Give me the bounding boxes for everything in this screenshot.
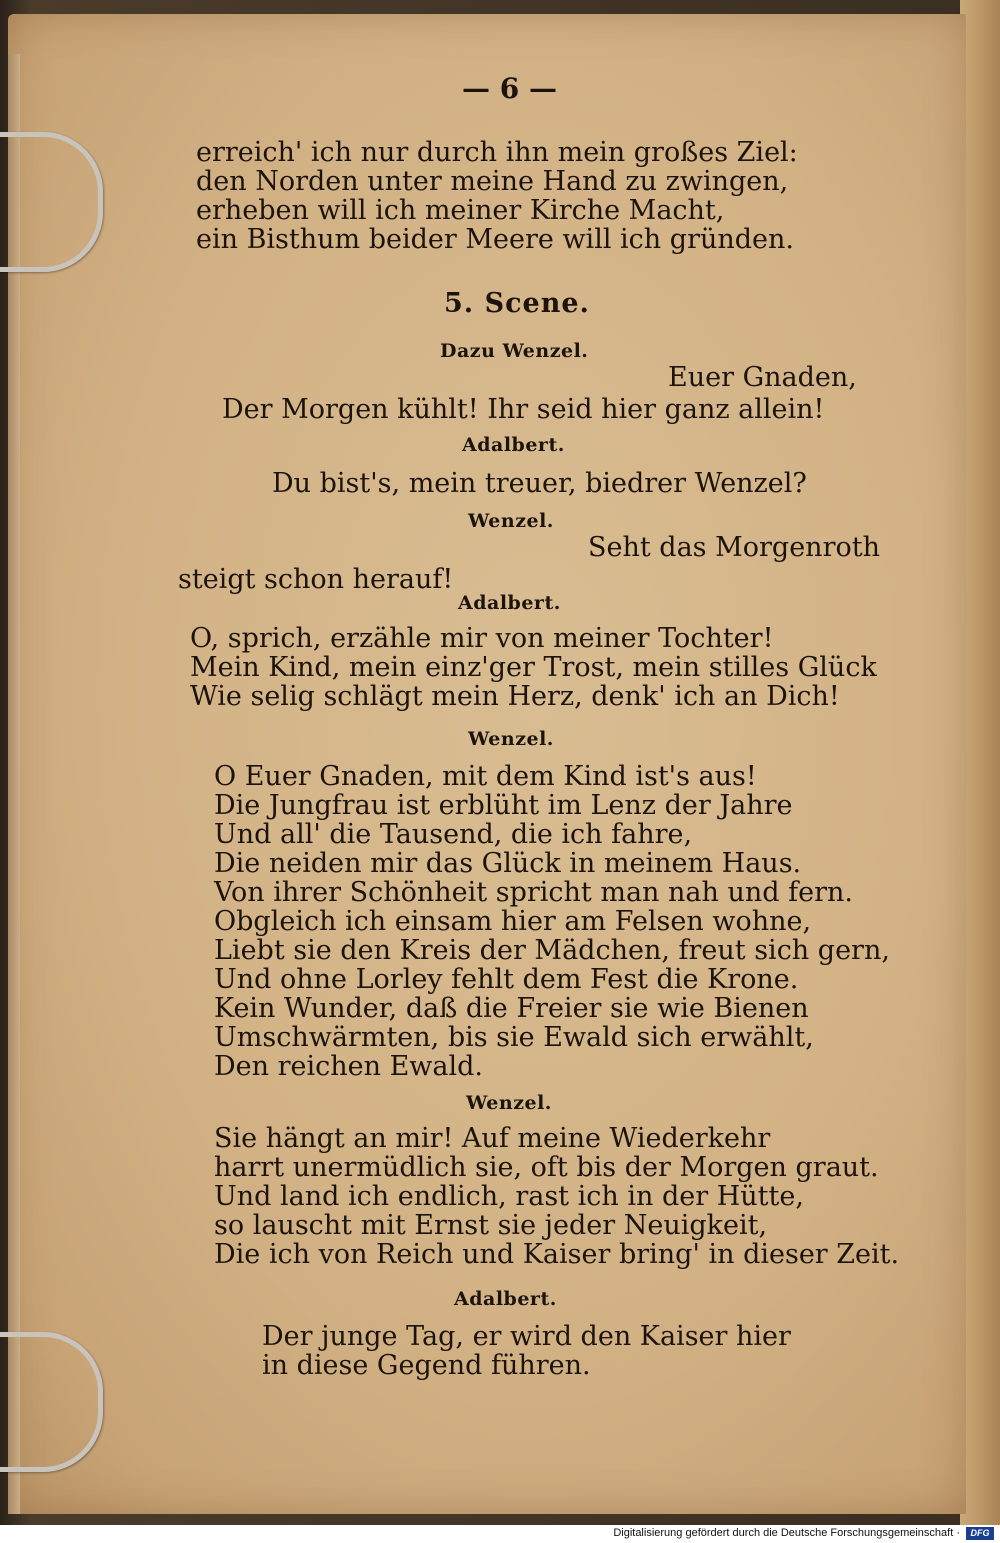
speaker-name: Adalbert.	[462, 434, 565, 456]
verse-line: Den reichen Ewald.	[214, 1051, 483, 1082]
verse-line: erheben will ich meiner Kirche Macht,	[196, 195, 725, 226]
speaker-name: Wenzel.	[468, 728, 554, 750]
verse-line: Wie selig schlägt mein Herz, denk' ich an Dich!	[190, 681, 840, 712]
speaker-name: Wenzel.	[468, 510, 554, 532]
footer-bar	[0, 1525, 1000, 1543]
verse-line: Du bist's, mein treuer, biedrer Wenzel?	[272, 468, 807, 499]
verse-line: Und land ich endlich, rast ich in der Hütte,	[214, 1181, 804, 1212]
verse-line: harrt unermüdlich sie, oft bis der Morgen graut.	[214, 1152, 879, 1183]
verse-line: Kein Wunder, daß die Freier sie wie Bienen	[214, 993, 809, 1024]
verse-line: Und ohne Lorley fehlt dem Fest die Krone.	[214, 964, 799, 995]
verse-block	[190, 624, 877, 711]
verse-block	[214, 1124, 899, 1269]
page-edge-right	[960, 0, 1000, 1525]
verse-line: Mein Kind, mein einz'ger Trost, mein stilles Glück	[190, 652, 877, 683]
verse-line: Liebt sie den Kreis der Mädchen, freut sich gern,	[214, 935, 890, 966]
verse-line: steigt schon herauf!	[178, 564, 454, 595]
verse-line: Und all' die Tausend, die ich fahre,	[214, 819, 693, 850]
verse-line: erreich' ich nur durch ihn mein großes Ziel:	[196, 137, 798, 168]
page-number: — 6 —	[462, 72, 557, 105]
verse-line: O, sprich, erzähle mir von meiner Tochter!	[190, 623, 774, 654]
verse-block-opening	[196, 138, 798, 254]
verse-line: Der Morgen kühlt! Ihr seid hier ganz allein!	[222, 394, 825, 425]
scene-heading: 5. Scene.	[444, 288, 590, 319]
paper-clip-bottom-icon	[0, 1332, 103, 1472]
verse-line: Von ihrer Schönheit spricht man nah und fern.	[214, 877, 853, 908]
verse-block	[262, 1322, 791, 1380]
verse-line: Sie hängt an mir! Auf meine Wiederkehr	[214, 1123, 771, 1154]
page-edge-left	[8, 54, 20, 1514]
stage-direction: Dazu Wenzel.	[440, 340, 589, 362]
dfg-logo-icon: DFG	[966, 1527, 994, 1540]
verse-line: in diese Gegend führen.	[262, 1350, 591, 1381]
verse-line: so lauscht mit Ernst sie jeder Neuigkeit,	[214, 1210, 768, 1241]
speaker-name: Wenzel.	[466, 1092, 552, 1114]
verse-line: Die Jungfrau ist erblüht im Lenz der Jahre	[214, 790, 793, 821]
verse-line: Umschwärmten, bis sie Ewald sich erwählt,	[214, 1022, 814, 1053]
verse-line: O Euer Gnaden, mit dem Kind ist's aus!	[214, 761, 757, 792]
verse-line: Der junge Tag, er wird den Kaiser hier	[262, 1321, 791, 1352]
speaker-name: Adalbert.	[458, 592, 561, 614]
verse-line: Die ich von Reich und Kaiser bring' in dieser Zeit.	[214, 1239, 900, 1270]
paper-clip-top-icon	[0, 132, 103, 272]
speaker-name: Adalbert.	[454, 1288, 557, 1310]
verse-block	[214, 762, 890, 1081]
verse-line: Obgleich ich einsam hier am Felsen wohne,	[214, 906, 812, 937]
funding-credit: Digitalisierung gefördert durch die Deutsche Forschungsgemeinschaft ·	[613, 1527, 960, 1539]
verse-line: Die neiden mir das Glück in meinem Haus.	[214, 848, 802, 879]
verse-line: Seht das Morgenroth	[588, 532, 880, 563]
verse-line: Euer Gnaden,	[668, 362, 857, 393]
verse-line: ein Bisthum beider Meere will ich gründen.	[196, 224, 794, 255]
verse-line: den Norden unter meine Hand zu zwingen,	[196, 166, 789, 197]
